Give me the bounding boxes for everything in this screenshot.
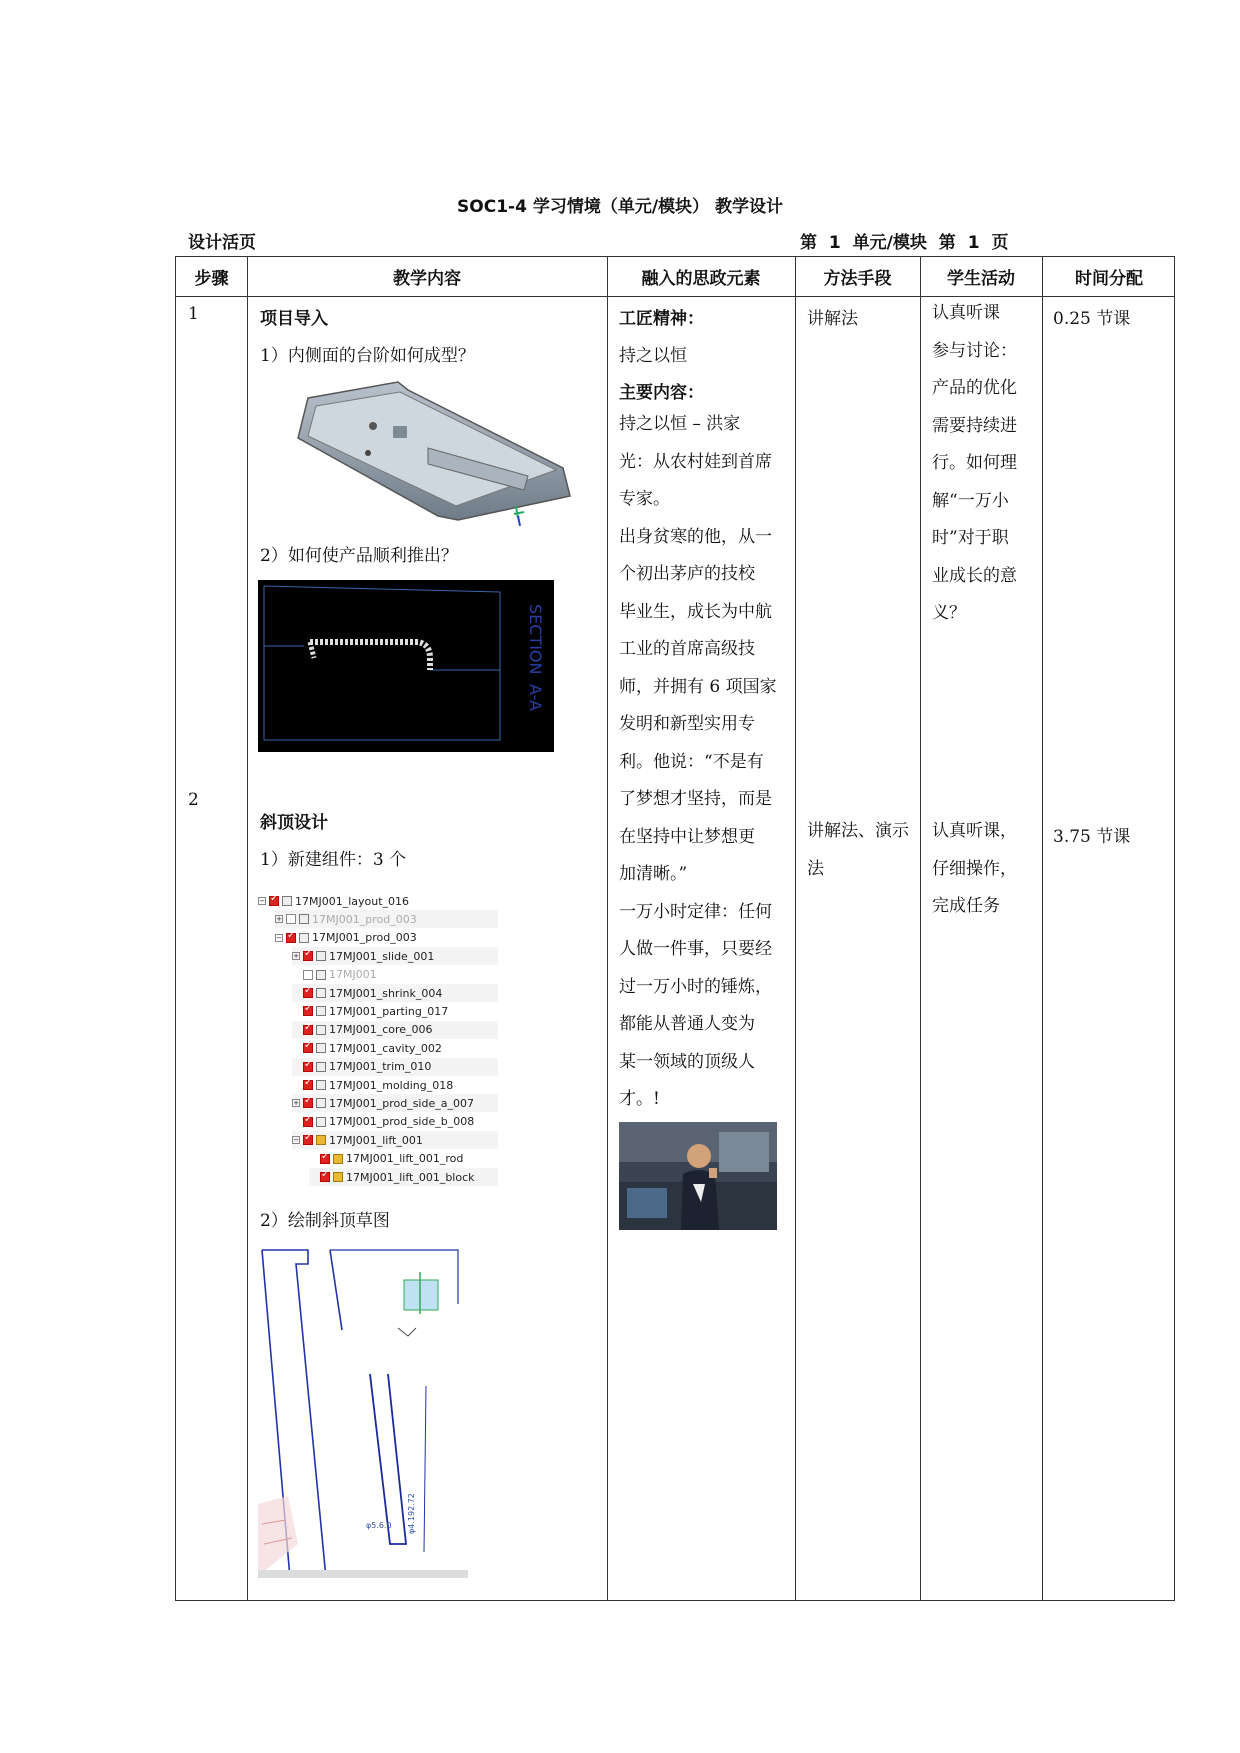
tree-node[interactable] [292,1076,498,1094]
ideology-text: 持之以恒 [619,346,687,366]
tree-node[interactable] [292,966,498,984]
ideology-story-line: 专家。 [619,489,670,509]
ideology-story-line: 都能从普通人变为 [619,1014,755,1034]
tree-spacer [292,1044,300,1052]
document-title: SOC1-4 学习情境（单元/模块） 教学设计 [457,197,783,217]
question-text: 2）绘制斜顶草图 [260,1211,390,1231]
lifter-sketch-image [258,1244,474,1584]
assembly-icon [299,933,309,943]
ideology-heading: 工匠精神： [619,309,704,329]
question-text: 1）新建组件：3 个 [260,850,407,870]
visibility-checkbox[interactable] [286,933,296,943]
activity-line: 仔细操作， [932,858,1017,879]
student-activity [932,813,1052,926]
visibility-checkbox[interactable] [286,914,296,924]
tree-node[interactable] [292,947,498,965]
tree-node[interactable] [275,910,498,928]
visibility-checkbox[interactable] [303,1025,313,1035]
tree-spacer [292,1118,300,1126]
question-text: 1）内侧面的台阶如何成型？ [260,346,475,366]
tree-spacer [309,1173,317,1181]
part-icon [316,1006,326,1016]
step-number: 2 [188,790,199,810]
tree-spacer [292,1007,300,1015]
activity-line: 义？ [932,603,966,623]
ideology-story-line: 一万小时定律：任何 [619,901,772,922]
tree-node-label: 17MJ001_core_006 [329,1023,433,1037]
collapse-icon[interactable]: − [293,1136,299,1145]
tree-node-label: 17MJ001_lift_001 [329,1133,423,1147]
activity-line: 认真听课 [932,303,1000,323]
tree-node-label: 17MJ001_prod_003 [312,912,417,926]
tree-node-label: 17MJ001_prod_side_b_008 [329,1115,475,1129]
unit-page-label: 第 1 单元/模块 第 1 页 [800,233,1009,253]
column-header-time: 时间分配 [1075,269,1143,289]
step-number: 1 [188,304,199,324]
part-icon [316,1080,326,1090]
ideology-story-line: 人做一件事，只要经 [619,939,772,959]
content-title: 斜顶设计 [260,813,328,833]
svg-text:SECTION: SECTION [526,604,545,675]
tree-node-label: 17MJ001_parting_017 [329,1004,449,1018]
visibility-checkbox[interactable] [303,1080,313,1090]
section-view-image [258,580,554,752]
part-icon [333,1154,343,1164]
ideology-story-line: 在坚持中让梦想更 [619,826,755,847]
product-3d-image [288,378,580,526]
ideology-story-line: 工业的首席高级技 [619,639,755,659]
ideology-story [619,406,789,1119]
tree-spacer [292,1026,300,1034]
svg-text:φ5.6.0: φ5.6.0 [366,1521,392,1530]
design-sheet-label: 设计活页 [188,233,256,253]
tree-node-label: 17MJ001 [329,968,377,982]
visibility-checkbox[interactable] [320,1172,330,1182]
activity-line: 解“一万小 [932,490,1009,511]
visibility-checkbox[interactable] [303,1043,313,1053]
tree-node-label: 17MJ001_trim_010 [329,1060,432,1074]
tree-node[interactable] [292,984,498,1002]
ideology-story-line: 加清晰。” [619,864,688,884]
tree-node-label: 17MJ001_prod_003 [312,931,417,945]
activity-line: 完成任务 [932,896,1000,916]
part-icon [316,988,326,998]
visibility-checkbox[interactable] [303,1135,313,1145]
ideology-story-line: 出身贫寒的他，从一 [619,526,772,547]
tree-node[interactable] [292,1039,498,1057]
ideology-story-line: 利。他说：“不是有 [619,751,764,772]
column-header-method: 方法手段 [823,269,892,289]
visibility-checkbox[interactable] [303,1117,313,1127]
tree-node[interactable] [292,1131,498,1149]
part-icon [316,970,326,980]
part-icon [316,951,326,961]
tree-node-label: 17MJ001_shrink_004 [329,986,443,1000]
activity-line: 参与讨论： [932,340,1017,361]
time-allocation: 0.25 节课 [1053,309,1131,329]
tree-node[interactable] [275,929,498,947]
tree-spacer [292,1063,300,1071]
tree-node-label: 17MJ001_layout_016 [295,894,410,908]
method-line: 讲解法、演示 [807,821,909,841]
ideology-story-line: 了梦想才坚持，而是 [619,789,772,809]
tree-node[interactable] [292,1058,498,1076]
method-text [807,813,937,888]
method-text: 讲解法 [807,309,858,329]
ideology-story-line: 过一万小时的锤炼， [619,976,772,997]
ideology-story-line: 持之以恒 – 洪家 [619,414,741,434]
assembly-tree [258,892,498,1188]
visibility-checkbox[interactable] [303,988,313,998]
ideology-story-line: 个初出茅庐的技校 [619,564,755,584]
column-header-ideology: 融入的思政元素 [641,269,761,289]
tree-spacer [292,971,300,979]
expand-icon[interactable]: + [293,1099,299,1108]
ideology-story-line: 毕业生，成长为中航 [619,601,772,622]
tree-node[interactable] [292,1002,498,1020]
assembly-icon [282,896,292,906]
activity-line: 行。如何理 [932,453,1017,473]
tree-node-label: 17MJ001_lift_001_rod [346,1152,464,1166]
assembly-icon [299,914,309,924]
visibility-checkbox[interactable] [303,951,313,961]
ideology-story-line: 发明和新型实用专 [619,714,755,734]
activity-line: 时”对于职 [932,528,1009,548]
tree-node-label: 17MJ001_molding_018 [329,1078,454,1092]
ideology-story-line: 师，并拥有 6 项国家 [619,676,777,697]
question-text: 2）如何使产品顺利推出？ [260,546,458,566]
assembly-icon [316,1098,326,1108]
collapse-icon[interactable]: − [276,933,282,942]
tree-node-label: 17MJ001_cavity_002 [329,1041,442,1055]
collapse-icon[interactable]: − [259,897,265,905]
part-icon [316,1062,326,1072]
tree-spacer [292,1081,300,1089]
column-header-activity: 学生活动 [947,269,1015,289]
tree-node[interactable] [292,1094,498,1112]
part-icon [333,1172,343,1182]
part-icon [316,1117,326,1127]
time-allocation: 3.75 节课 [1053,827,1131,847]
ideology-story-line: 光：从农村娃到首席 [619,451,772,472]
tree-node-label: 17MJ001_prod_side_a_007 [329,1096,474,1110]
visibility-checkbox[interactable] [303,970,313,980]
visibility-checkbox[interactable] [320,1154,330,1164]
student-activity [932,295,1052,633]
ideology-heading: 主要内容： [619,383,704,403]
visibility-checkbox[interactable] [303,1062,313,1072]
activity-line: 产品的优化 [932,378,1017,398]
expand-icon[interactable]: + [276,915,282,924]
tree-node[interactable] [292,1113,498,1131]
craftsman-photo [619,1122,777,1230]
part-icon [316,1135,326,1145]
visibility-checkbox[interactable] [269,896,279,906]
tree-node-label: 17MJ001_slide_001 [329,949,435,963]
content-title: 项目导入 [260,309,328,329]
tree-spacer [309,1155,317,1163]
visibility-checkbox[interactable] [303,1006,313,1016]
method-line: 法 [807,858,824,879]
tree-node-label: 17MJ001_lift_001_block [346,1170,475,1184]
ideology-story-line: 某一领域的顶级人 [619,1051,755,1072]
tree-spacer [292,989,300,997]
tree-node[interactable] [309,1150,498,1168]
part-icon [316,1025,326,1035]
part-icon [316,1043,326,1053]
activity-line: 业成长的意 [932,565,1017,586]
activity-line: 需要持续进 [932,415,1017,436]
column-header-content: 教学内容 [393,269,461,289]
svg-text:φ4.192.72: φ4.192.72 [407,1493,416,1534]
svg-text:A-A: A-A [526,684,545,711]
column-header-step: 步骤 [194,269,229,289]
activity-line: 认真听课， [932,821,1017,841]
tree-node[interactable] [292,1021,498,1039]
tree-node[interactable] [258,892,498,910]
tree-node[interactable] [309,1168,498,1186]
expand-icon[interactable]: + [293,952,299,961]
ideology-story-line: 才。! [619,1089,660,1109]
visibility-checkbox[interactable] [303,1098,313,1108]
